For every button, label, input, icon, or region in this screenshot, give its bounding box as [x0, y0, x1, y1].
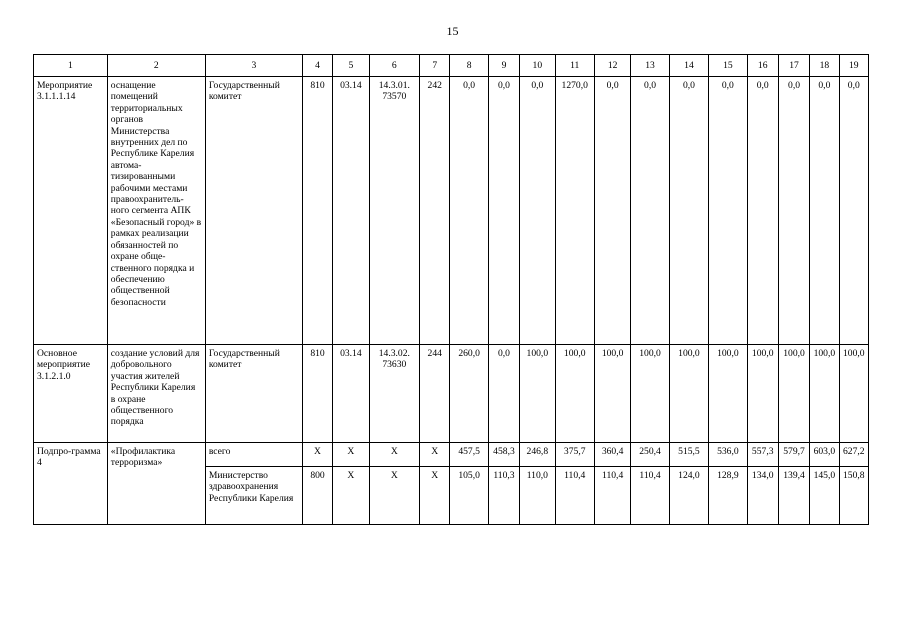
measure-code: Основное мероприятие 3.1.2.1.0: [34, 345, 108, 443]
column-header: 9: [488, 55, 519, 77]
cell-c5: X: [333, 467, 369, 525]
value-cell: 250,4: [631, 443, 669, 467]
value-cell: 515,5: [669, 443, 708, 467]
column-header: 13: [631, 55, 669, 77]
value-cell: 110,3: [488, 467, 519, 525]
value-cell: 603,0: [810, 443, 839, 467]
value-cell: 0,0: [594, 77, 630, 345]
value-cell: 0,0: [520, 77, 555, 345]
column-header: 18: [810, 55, 839, 77]
value-cell: 100,0: [810, 345, 839, 443]
value-cell: 100,0: [594, 345, 630, 443]
cell-c4: X: [302, 443, 332, 467]
value-cell: 100,0: [520, 345, 555, 443]
cell-c4: 810: [302, 345, 332, 443]
table-row: [34, 345, 869, 443]
value-cell: 134,0: [747, 467, 778, 525]
responsible-executor: Государственный комитет: [205, 77, 302, 345]
value-cell: 0,0: [450, 77, 488, 345]
value-cell: 128,9: [709, 467, 747, 525]
column-header: 7: [420, 55, 450, 77]
value-cell: 375,7: [555, 443, 594, 467]
cell-c5: 03.14: [333, 77, 369, 345]
value-cell: 110,4: [555, 467, 594, 525]
value-cell: 145,0: [810, 467, 839, 525]
column-header: 17: [778, 55, 809, 77]
value-cell: 627,2: [839, 443, 868, 467]
column-header: 12: [594, 55, 630, 77]
column-header: 11: [555, 55, 594, 77]
table-row: [34, 443, 869, 467]
column-header: 16: [747, 55, 778, 77]
column-header: 3: [205, 55, 302, 77]
cell-c4: 810: [302, 77, 332, 345]
responsible-executor: Государственный комитет: [205, 345, 302, 443]
cell-c6: X: [369, 467, 420, 525]
value-cell: 100,0: [669, 345, 708, 443]
value-cell: 110,4: [594, 467, 630, 525]
value-cell: 110,4: [631, 467, 669, 525]
program-code: Подпро-грамма 4: [34, 443, 108, 525]
column-header: 15: [709, 55, 747, 77]
value-cell: 150,8: [839, 467, 868, 525]
value-cell: 0,0: [778, 77, 809, 345]
value-cell: 100,0: [631, 345, 669, 443]
value-cell: 260,0: [450, 345, 488, 443]
cell-c7: 242: [420, 77, 450, 345]
value-cell: 100,0: [709, 345, 747, 443]
value-cell: 0,0: [839, 77, 868, 345]
responsible-executor: всего: [205, 443, 302, 467]
value-cell: 139,4: [778, 467, 809, 525]
value-cell: 100,0: [839, 345, 868, 443]
value-cell: 0,0: [669, 77, 708, 345]
measure-code: Мероприятие 3.1.1.1.14: [34, 77, 108, 345]
measure-description: оснащение помещений территориальных органов Министерства внутренних дел по Республике Карелия автома-тизированными рабочими местами правоохранитель-ного сегмента АПК «Безопасный город» в рамках реализации обязанностей по охране обще-ственного порядка и обеспечению общественной безопасности: [107, 77, 205, 345]
cell-c6: X: [369, 443, 420, 467]
value-cell: 0,0: [810, 77, 839, 345]
value-cell: 1270,0: [555, 77, 594, 345]
value-cell: 110,0: [520, 467, 555, 525]
value-cell: 458,3: [488, 443, 519, 467]
cell-c4: 800: [302, 467, 332, 525]
value-cell: 360,4: [594, 443, 630, 467]
value-cell: 124,0: [669, 467, 708, 525]
value-cell: 0,0: [488, 345, 519, 443]
value-cell: 457,5: [450, 443, 488, 467]
column-number-row: [34, 55, 869, 77]
column-header: 2: [107, 55, 205, 77]
value-cell: 0,0: [488, 77, 519, 345]
cell-c5: X: [333, 443, 369, 467]
value-cell: 0,0: [631, 77, 669, 345]
column-header: 14: [669, 55, 708, 77]
value-cell: 100,0: [778, 345, 809, 443]
cell-c5: 03.14: [333, 345, 369, 443]
measure-description: создание условий для добровольного участия жителей Республики Карелия в охране общественного порядка: [107, 345, 205, 443]
responsible-executor: Министерство здравоохранения Республики Карелия: [205, 467, 302, 525]
cell-c6: 14.3.02. 73630: [369, 345, 420, 443]
table-row: [34, 77, 869, 345]
cell-c6: 14.3.01. 73570: [369, 77, 420, 345]
column-header: 6: [369, 55, 420, 77]
column-header: 4: [302, 55, 332, 77]
value-cell: 100,0: [555, 345, 594, 443]
value-cell: 0,0: [709, 77, 747, 345]
column-header: 5: [333, 55, 369, 77]
value-cell: 246,8: [520, 443, 555, 467]
budget-table: [33, 54, 869, 525]
column-header: 1: [34, 55, 108, 77]
column-header: 19: [839, 55, 868, 77]
cell-c7: X: [420, 443, 450, 467]
column-header: 10: [520, 55, 555, 77]
column-header: 8: [450, 55, 488, 77]
value-cell: 579,7: [778, 443, 809, 467]
program-title: «Профилактика терроризма»: [107, 443, 205, 525]
value-cell: 0,0: [747, 77, 778, 345]
value-cell: 536,0: [709, 443, 747, 467]
value-cell: 557,3: [747, 443, 778, 467]
page-number: 15: [446, 24, 459, 38]
cell-c7: X: [420, 467, 450, 525]
value-cell: 100,0: [747, 345, 778, 443]
cell-c7: 244: [420, 345, 450, 443]
value-cell: 105,0: [450, 467, 488, 525]
